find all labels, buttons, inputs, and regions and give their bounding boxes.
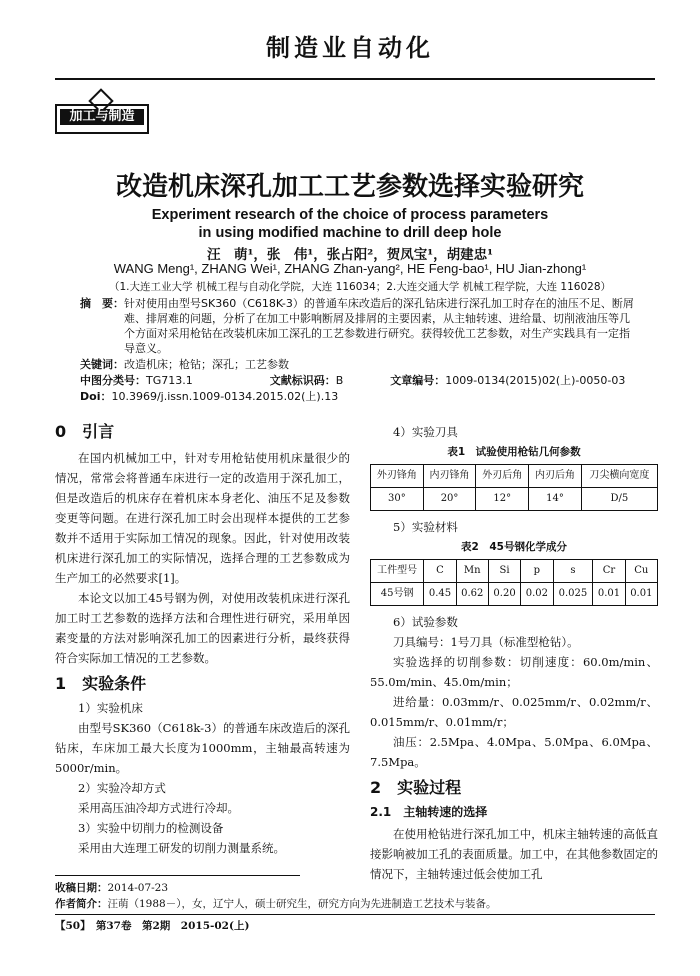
- journal-header: 制造业自动化: [266, 33, 434, 62]
- table2-header: s: [553, 560, 593, 583]
- table1-cell: 14°: [529, 488, 582, 511]
- page-rule: [55, 914, 655, 915]
- table2-cell: 0.02: [521, 583, 553, 606]
- article-label: 文章编号：: [390, 374, 446, 387]
- doccode-label: 文献标识码：: [269, 374, 336, 387]
- footnote-author: [55, 896, 655, 912]
- paragraph-tool-number: 刀具编号：1号刀具（标准型枪钻）。: [393, 635, 579, 649]
- table2-cell: 0.025: [553, 583, 593, 606]
- doi-line: [80, 389, 640, 404]
- table2-row: [371, 583, 658, 606]
- authors-en: WANG Meng¹, ZHANG Wei¹, ZHANG Zhan-yang², HE Feng-bao¹, HU Jian-zhong¹: [113, 261, 587, 276]
- table2-cell: 0.01: [593, 583, 625, 606]
- table2-cell: 0.45: [424, 583, 456, 606]
- classification-line: [80, 373, 660, 388]
- table1-header: 外刃锋角: [371, 465, 424, 488]
- paragraph-feed: 进给量：0.03mm/r、0.025mm/r、0.02mm/r、0.015mm/r、0.01mm/r；: [370, 695, 658, 729]
- table1-header: 内刃锋角: [423, 465, 476, 488]
- table2-header: Si: [488, 560, 520, 583]
- affiliations: （1.大连工业大学 机械工程与自动化学院，大连 116034；2.大连交通大学 机械工程学院，大连 116028）: [108, 281, 612, 293]
- heading-process: 2 实验过程: [370, 778, 462, 797]
- footnote-rule: [55, 875, 300, 876]
- paragraph-machine: 由型号SK360（C618k-3）的普通车床改造后的深孔钻床，车床加工最大长度为1000mm，主轴最高转速为5000r/min。: [55, 721, 350, 775]
- table2-caption: 表2 45号钢化学成分: [461, 541, 567, 553]
- clc-label: 中图分类号：: [80, 374, 146, 387]
- table1-header: 内刃后角: [529, 465, 582, 488]
- section-tag-label: 加工与制造: [60, 109, 144, 125]
- table1-cell: 12°: [476, 488, 529, 511]
- subitem-cooling: 2）实验冷却方式: [78, 781, 166, 795]
- table2-header: C: [424, 560, 456, 583]
- header-rule: [55, 78, 655, 80]
- intro-paragraph-1: 在国内机械加工中，针对专用枪钻使用机床量很少的情况，常常会将普通车床进行一定的改造用于深孔加工，但是改造后的机床存在着机床本身老化、油压不足及参数变更等问题。在进行深孔加工时会出现样本提供的工艺参数并不适用于实际加工情况的现象。因此，针对使用改装机床进行深孔加工的实际情况，选择合理的工艺参数成为生产加工的必然要求[1]。: [55, 451, 350, 585]
- paragraph-cutting-speed: 实验选择的切削参数：切削速度：60.0m/min、55.0m/min、45.0m/min；: [370, 655, 658, 689]
- table2-header: Cr: [593, 560, 625, 583]
- table2-header: p: [521, 560, 553, 583]
- left-column: [55, 422, 350, 858]
- author-label: 作者简介：: [55, 898, 108, 910]
- table2: [370, 559, 658, 606]
- authors-cn: 汪 萌¹，张 伟¹，张占阳²，贺凤宝¹，胡建忠¹: [206, 247, 494, 263]
- table1: [370, 464, 658, 511]
- paragraph-force: 采用由大连理工研发的切削力测量系统。: [78, 841, 285, 855]
- abstract-label: 摘 要：: [80, 297, 124, 310]
- received-label: 收稿日期：: [55, 882, 108, 894]
- right-column: [370, 422, 658, 884]
- table1-cell: 30°: [371, 488, 424, 511]
- table1-cell: D/5: [581, 488, 657, 511]
- section-tag: [55, 104, 149, 134]
- table2-header: 工件型号: [371, 560, 424, 583]
- table1-cell: 20°: [423, 488, 476, 511]
- table2-header: Cu: [625, 560, 657, 583]
- table2-cell: 0.62: [456, 583, 488, 606]
- table2-header: Mn: [456, 560, 488, 583]
- heading-intro: 0 引言: [55, 422, 115, 441]
- abstract: [80, 296, 640, 356]
- table1-header-row: [371, 465, 658, 488]
- clc-value: TG713.1: [146, 374, 193, 387]
- author-value: 汪萌（1988－），女，辽宁人，硕士研究生，研究方向为先进制造工艺技术与装备。: [107, 898, 497, 910]
- intro-paragraph-2: 本论文以加工45号钢为例，对使用改装机床进行深孔加工时工艺参数的选择方法和合理性进行研究，采用单因素变量的方法对影响深孔加工的因素进行分析，最终获得符合实际加工情况的工艺参数。: [55, 591, 350, 665]
- table2-cell: 45号钢: [371, 583, 424, 606]
- doccode-value: B: [335, 374, 344, 387]
- keywords-label: 关键词：: [80, 358, 124, 371]
- table1-caption: 表1 试验使用枪钻几何参数: [447, 446, 581, 458]
- table1-header: 外刃后角: [476, 465, 529, 488]
- table2-cell: 0.01: [625, 583, 657, 606]
- subitem-material: 5）实验材料: [393, 520, 458, 534]
- keywords: [80, 357, 640, 372]
- paragraph-cooling: 采用高压油冷却方式进行冷却。: [78, 801, 239, 815]
- paragraph-spindle: 在使用枪钻进行深孔加工中，机床主轴转速的高低直接影响被加工孔的表面质量。加工中，在其他参数固定的情况下，主轴转速过低会使加工孔: [370, 827, 658, 881]
- table1-header: 刀尖横向宽度: [581, 465, 657, 488]
- title-en-line1: Experiment research of the choice of process parameters: [151, 207, 549, 223]
- table2-cell: 0.20: [488, 583, 520, 606]
- doi-label: Doi：: [80, 390, 112, 403]
- subitem-tool: 4）实验刀具: [393, 425, 458, 439]
- subitem-force: 3）实验中切削力的检测设备: [78, 821, 224, 835]
- article-value: 1009-0134(2015)02(上)-0050-03: [445, 374, 626, 387]
- table2-header-row: [371, 560, 658, 583]
- title-en-line2: in using modified machine to drill deep hole: [198, 225, 502, 241]
- heading-spindle-speed: 2.1 主轴转速的选择: [370, 805, 488, 819]
- received-value: 2014-07-23: [107, 882, 169, 894]
- paragraph-oil-pressure: 油压：2.5Mpa、4.0Mpa、5.0Mpa、6.0Mpa、7.5Mpa。: [370, 735, 658, 769]
- title-cn: 改造机床深孔加工工艺参数选择实验研究: [115, 172, 584, 202]
- subitem-machine: 1）实验机床: [78, 701, 143, 715]
- footnote-received: [55, 880, 655, 896]
- heading-conditions: 1 实验条件: [55, 674, 147, 693]
- doi-value: 10.3969/j.issn.1009-0134.2015.02(上).13: [111, 390, 339, 403]
- subitem-parameters: 6）试验参数: [393, 615, 458, 629]
- page-info: 【50】 第37卷 第2期 2015-02(上): [55, 920, 250, 932]
- abstract-text: 针对使用由型号SK360（C618K-3）的普通车床改造后的深孔钻床进行深孔加工时存在的油压不足、断屑难、排屑难的问题，分析了在加工中影响断屑及排屑的主要因素，从主轴转速、进给量、切削液油压等几个方面对采用枪钻在改装机床加工深孔的工艺参数进行研究。获得较优工艺参数，对生产实践具有一定指导意义。: [124, 297, 634, 355]
- table1-row: [371, 488, 658, 511]
- keywords-text: 改造机床；枪钻；深孔；工艺参数: [124, 358, 289, 371]
